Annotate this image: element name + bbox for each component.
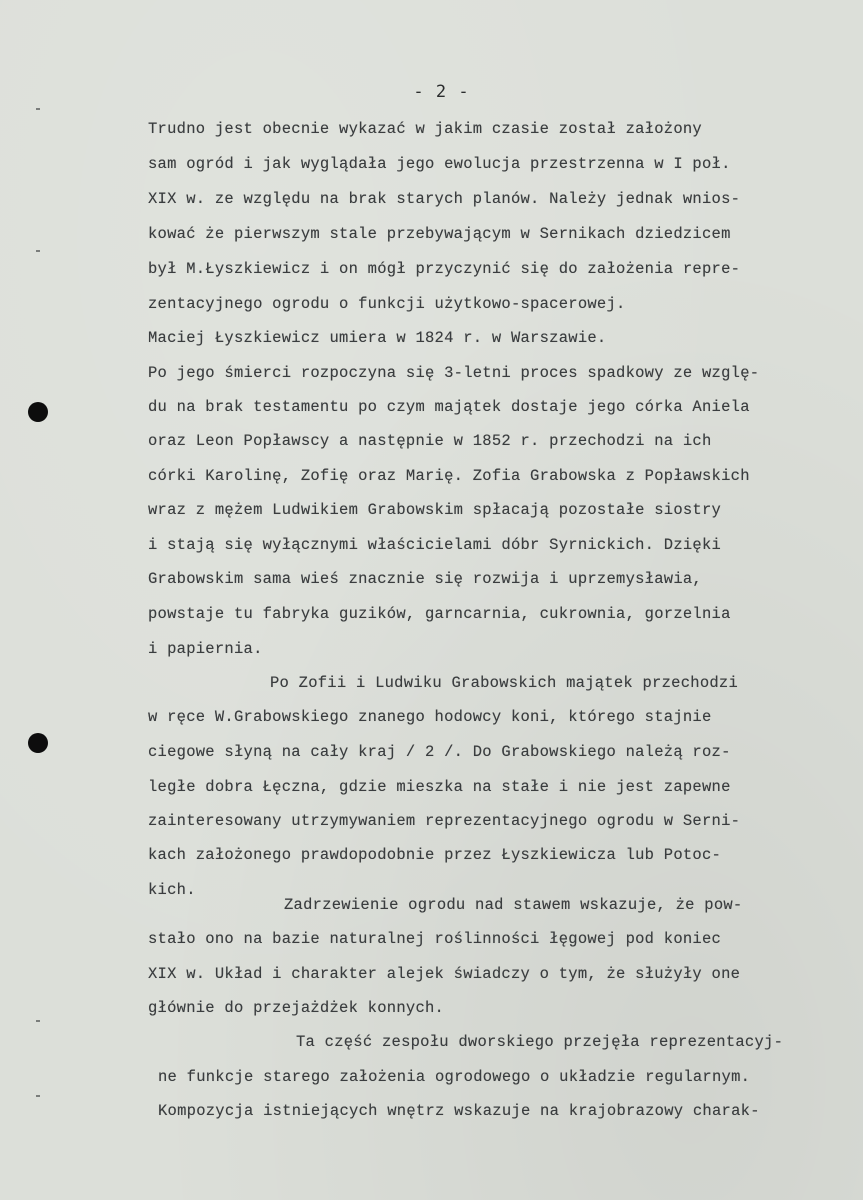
text-line: zentacyjnego ogrodu o funkcji użytkowo-spacerowej. <box>148 295 626 313</box>
text-line: XIX w. ze względu na brak starych planów. Należy jednak wnios- <box>148 190 741 208</box>
text-line: Zadrzewienie ogrodu nad stawem wskazuje, że pow- <box>284 896 743 914</box>
text-line: córki Karolinę, Zofię oraz Marię. Zofia Grabowska z Popławskich <box>148 467 750 485</box>
text-line: Kompozycja istniejących wnętrz wskazuje na krajobrazowy charak- <box>158 1102 760 1120</box>
text-line: był M.Łyszkiewicz i on mógł przyczynić się do założenia repre- <box>148 260 741 278</box>
text-line: i stają się wyłącznymi właścicielami dóbr Syrnickich. Dzięki <box>148 536 722 554</box>
text-line: oraz Leon Popławscy a następnie w 1852 r. przechodzi na ich <box>148 432 712 450</box>
text-line: kich. <box>148 881 196 899</box>
text-line: Maciej Łyszkiewicz umiera w 1824 r. w Warszawie. <box>148 329 607 347</box>
page-number: - 2 - <box>413 82 470 102</box>
text-line: ciegowe słyną na cały kraj / 2 /. Do Grabowskiego należą roz- <box>148 743 731 761</box>
punch-hole-bottom <box>28 733 48 753</box>
text-line: Po Zofii i Ludwiku Grabowskich majątek przechodzi <box>270 674 739 692</box>
text-line: ległe dobra Łęczna, gdzie mieszka na stałe i nie jest zapewne <box>148 778 731 796</box>
margin-mark <box>36 1095 40 1097</box>
punch-hole-top <box>28 402 48 422</box>
text-line: sam ogród i jak wyglądała jego ewolucja przestrzenna w I poł. <box>148 155 731 173</box>
text-line: Trudno jest obecnie wykazać w jakim czasie został założony <box>148 120 702 138</box>
margin-mark <box>36 108 40 110</box>
text-line: Po jego śmierci rozpoczyna się 3-letni proces spadkowy ze wzglę- <box>148 364 760 382</box>
text-line: stało ono na bazie naturalnej roślinności łęgowej pod koniec <box>148 930 722 948</box>
text-line: ne funkcje starego założenia ogrodowego o układzie regularnym. <box>158 1068 751 1086</box>
margin-mark <box>36 250 40 252</box>
text-line: Ta część zespołu dworskiego przejęła reprezentacyj- <box>296 1033 784 1051</box>
text-line: du na brak testamentu po czym majątek dostaje jego córka Aniela <box>148 398 750 416</box>
text-line: XIX w. Układ i charakter alejek świadczy o tym, że służyły one <box>148 965 741 983</box>
text-line: w ręce W.Grabowskiego znanego hodowcy koni, którego stajnie <box>148 708 712 726</box>
text-line: kach założonego prawdopodobnie przez Łyszkiewicza lub Potoc- <box>148 846 722 864</box>
text-line: i papiernia. <box>148 640 263 658</box>
text-line: wraz z mężem Ludwikiem Grabowskim spłacają pozostałe siostry <box>148 501 722 519</box>
text-line: kować że pierwszym stale przebywającym w Sernikach dziedzicem <box>148 225 731 243</box>
text-line: powstaje tu fabryka guzików, garncarnia, cukrownia, gorzelnia <box>148 605 731 623</box>
text-line: Grabowskim sama wieś znacznie się rozwija i uprzemysławia, <box>148 570 702 588</box>
text-line: głównie do przejażdżek konnych. <box>148 999 445 1017</box>
margin-mark <box>36 1020 40 1022</box>
text-line: zainteresowany utrzymywaniem reprezentacyjnego ogrodu w Serni- <box>148 812 741 830</box>
